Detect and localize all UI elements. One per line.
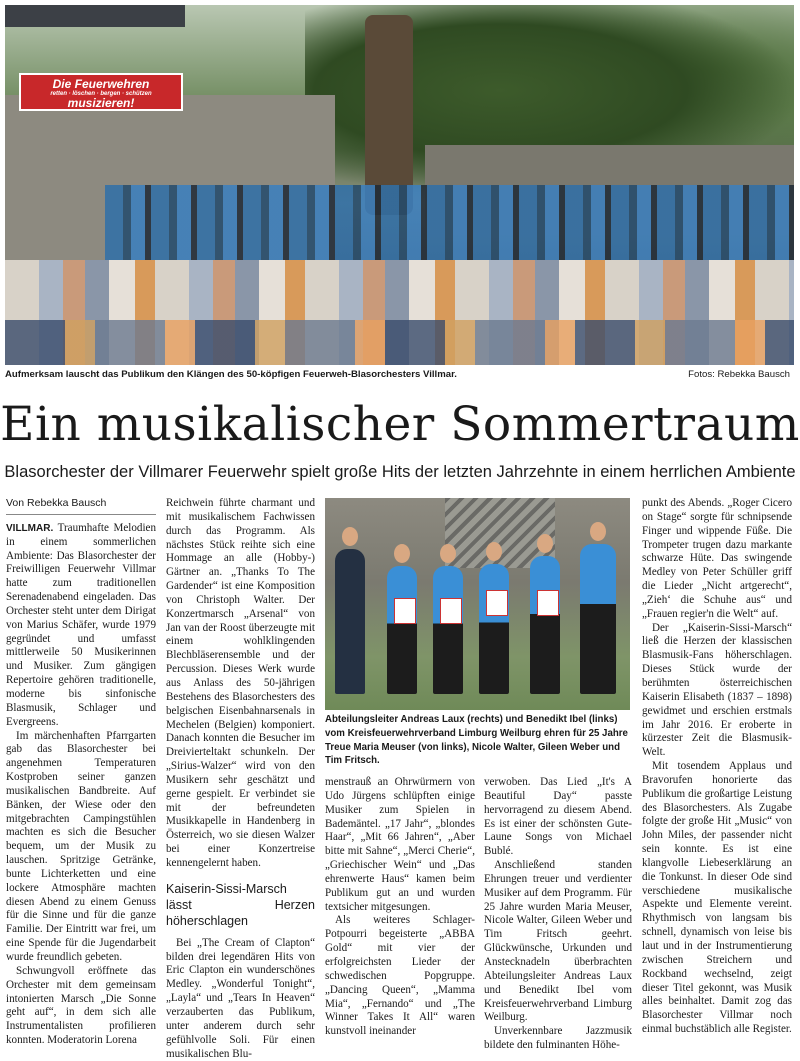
audience: [5, 260, 794, 365]
paragraph: Schwungvoll eröffnete das Orchester mit dem gemeinsam intonierten Marsch „Die Sonne geht auf“, in dem sich alle Instrumentalisten profilieren konnten. Moderatorin Lorena: [6, 964, 156, 1047]
paragraph: Mit tosendem Applaus und Bravorufen honorierte das Publikum die großartige Leistung des Blasorchesters. Als Zugabe folgte der große Hit „Music“ von John Miles, der passender nicht sein konnte. Es ist eine klangvolle Liebeserklärung an die Tonkunst. In dieser Ode sind verschiedene musikalische Aspekte und Elemente vereint. Rhythmisch von langsam bis schnell, dynamisch von leise bis laut und in der Instrumentierung zwischen Streichern und Rockband wechselnd, zeigt dieser Titel gekonnt, was Musik alles beinhaltet. Damit zog das Blasorchester Villmar noch einmal buchstäblich alle Register.: [642, 760, 792, 1036]
certificate: [394, 598, 416, 624]
article-column-3: [325, 776, 475, 1039]
award-photo-caption: Abteilungsleiter Andreas Laux (rechts) und Benedikt Ibel (links) vom Kreisfeuerwehrverband Limburg Weilburg ehren für 25 Jahre Treue Maria Meuser (von links), Nicole Walter, Gileen Weber und Tim Fritsch.: [325, 714, 628, 767]
paragraph: Reichwein führte charmant und mit musikalischem Fachwissen durch das Programm. Als nächstes Stück reihte sich eine Hommage an alle (Hobby-) Gärtner an. „Thanks To The Gardender“ ist eine Komposition von Christoph Walter. Der Konzertmarsch „Arsenal“ von Jan van der Roost überzeugte mit einem wohlklingenden Blechbläserensemble und der Percussion. Dieses Werk wurde aus Anlass des 50-jährigen Bestehens des Blasorchesters des belgischen Eisenbahnarsenals in Mechelen (Belgien) komponiert. Danach konnten die Besucher im Dreivierteltakt schunkeln. Der „Sirius-Walzer“ wird von den Musikern sehr geschätzt und gerne gespielt. Er verbindet sie mit der befreundeten Musikkapelle in Handenberg in Österreich, wo sie diesen Walzer bei einer Konzertreise kennengelernt haben.: [166, 497, 315, 869]
person: [479, 564, 509, 694]
article-column-5: [642, 497, 792, 1037]
paragraph: verwoben. Das Lied „It's A Beautiful Day“ passte hervorragend zu diesem Abend. Es ist einer der schönsten Gute-Laune Songs von Michael Bublé.: [484, 776, 632, 858]
subheadline: Blasorchester der Villmarer Feuerwehr spielt große Hits der letzten Jahrzehnte in einem herrlichen Ambiente: [4, 463, 796, 481]
paragraph: Der „Kaiserin-Sissi-Marsch“ ließ die Herzen der klassischen Blasmusik-Fans höherschlagen. Dieses Stück wurde der berühmten österreichischen Kaiserin Elisabeth (1837 – 1898) gewidmet und erschien erstmals im Jahr 2016. Er eroberte in kürzester Zeit die Blasmusik-Welt.: [642, 621, 792, 759]
paragraph: Unverkennbare Jazzmusik bildete den fulminanten Höhe-: [484, 1025, 632, 1052]
award-photo: [325, 498, 630, 710]
paragraph: Als weiteres Schlager-Potpourri begeisterte „ABBA Gold“ mit vier der erfolgreichsten Lieder der schwedischen Popgruppe. „Dancing Queen“, „Mamma Mia“, „Fernando“ und „The Winner Takes It All“ waren kunstvoll ineinander: [325, 914, 475, 1038]
person: [433, 566, 463, 694]
person: [335, 549, 365, 694]
paragraph: punkt des Abends. „Roger Cicero on Stage“ sorgte für schnipsende Finger und wippende Füße. Die Trompeter trugen dazu markante schwarze Hüte. Das swingende Medley von Peter Schüller griff die Lieder „Nicht artgerecht“, „Zieh‘ die Schuhe aus“ und „Frauen regier'n die Welt“ auf.: [642, 497, 792, 620]
top-photo-caption-row: [5, 369, 794, 383]
top-photo-caption: Aufmerksam lauscht das Publikum den Klängen des 50-köpfigen Feuerweh-Blasorchesters Villmar.: [5, 369, 457, 380]
top-photo: [5, 5, 794, 365]
certificate: [440, 598, 462, 624]
paragraph: Anschließend standen Ehrungen treuer und verdienter Musiker auf dem Programm. Für 25 Jahre wurden Maria Meuser, Nicole Walter, Gileen Weber und Tim Fritsch geehrt. Glückwünsche, Urkunden und Anstecknadeln überbrachten Abteilungsleiter Andreas Laux und Benedikt Ibel vom Kreisfeuerwehrverband Limburg Weilburg.: [484, 859, 632, 1024]
paragraph: Im märchenhaften Pfarrgarten gab das Blasorchester bei angenehmen Temperaturen Kostproben seiner ganzen musikalischen Bandbreite. Auf Bänken, der Wiese oder den mitgebrachten Campingstühlen machten es sich die Besucher bequem, um der Musik zu lauschen. Spritzige Getränke, bunte Lichterketten und eine lockere Atmosphäre machten diesen Abend zu einem Genuss für die Sinne und für die ganze Familie. Der Eintritt war frei, um eine Spende für die Jugendarbeit wurde freundlich gebeten.: [6, 729, 156, 963]
article-column-2: [166, 497, 315, 1061]
person: [580, 544, 616, 694]
subhead: Kaiserin-Sissi-Marsch lässt Herzen höherschlagen: [166, 881, 315, 928]
person: [387, 566, 417, 694]
photo-credit: Fotos: Rebekka Bausch: [688, 369, 790, 380]
feuerwehr-banner: Die Feuerwehren retten · löschen · bergen · schützen musizieren!: [19, 73, 183, 111]
certificate: [537, 590, 559, 616]
article-column-1: [6, 497, 156, 1048]
certificate: [486, 590, 508, 616]
paragraph: VILLMAR. Traumhafte Melodien in einem sommerlichen Ambiente: Das Blasorchester der Freiwilligen Feuerwehr Villmar hatte zum traditionellen Serenadenabend eingeladen. Das Orchester steht unter dem Dirigat von Marius Schäfer, wurde 1979 gegründet und umfasst mittlerweile 50 Musikerinnen und Musiker. Zum gängigen Repertoire gehören traditionelle, moderne bis sinfonische Blasmusik, Schlager und Evergreens.: [6, 521, 156, 728]
pavilion-roof: [5, 5, 185, 27]
article-column-4: [484, 776, 632, 1053]
paragraph: Bei „The Cream of Clapton“ bilden drei legendären Hits von Eric Clapton ein wunderschönes Medley. „Wonderful Tonight“, „Layla“ und „Tears In Heaven“ verzauberten das Publikum, unter anderem durch sehr gefühlvolle Soli. Für einen musikalischen Blu-: [166, 936, 315, 1060]
byline: Von Rebekka Bausch: [6, 497, 156, 515]
person: [530, 556, 560, 694]
dateline: VILLMAR.: [6, 522, 54, 534]
paragraph: menstrauß an Ohrwürmern von Udo Jürgens schlüpften einige Musiker zum Spielen in Bademäntel. „17 Jahr“, „blondes Haar“, „Mit 66 Jahren“, „Aber bitte mit Sahne“, „Merci Cherie“, „Griechischer Wein“ und „Das ehrenwerte Haus“ kamen beim Publikum gut an und wurden textsicher mitgesungen.: [325, 776, 475, 913]
headline: Ein musikalischer Sommertraum: [0, 397, 800, 452]
